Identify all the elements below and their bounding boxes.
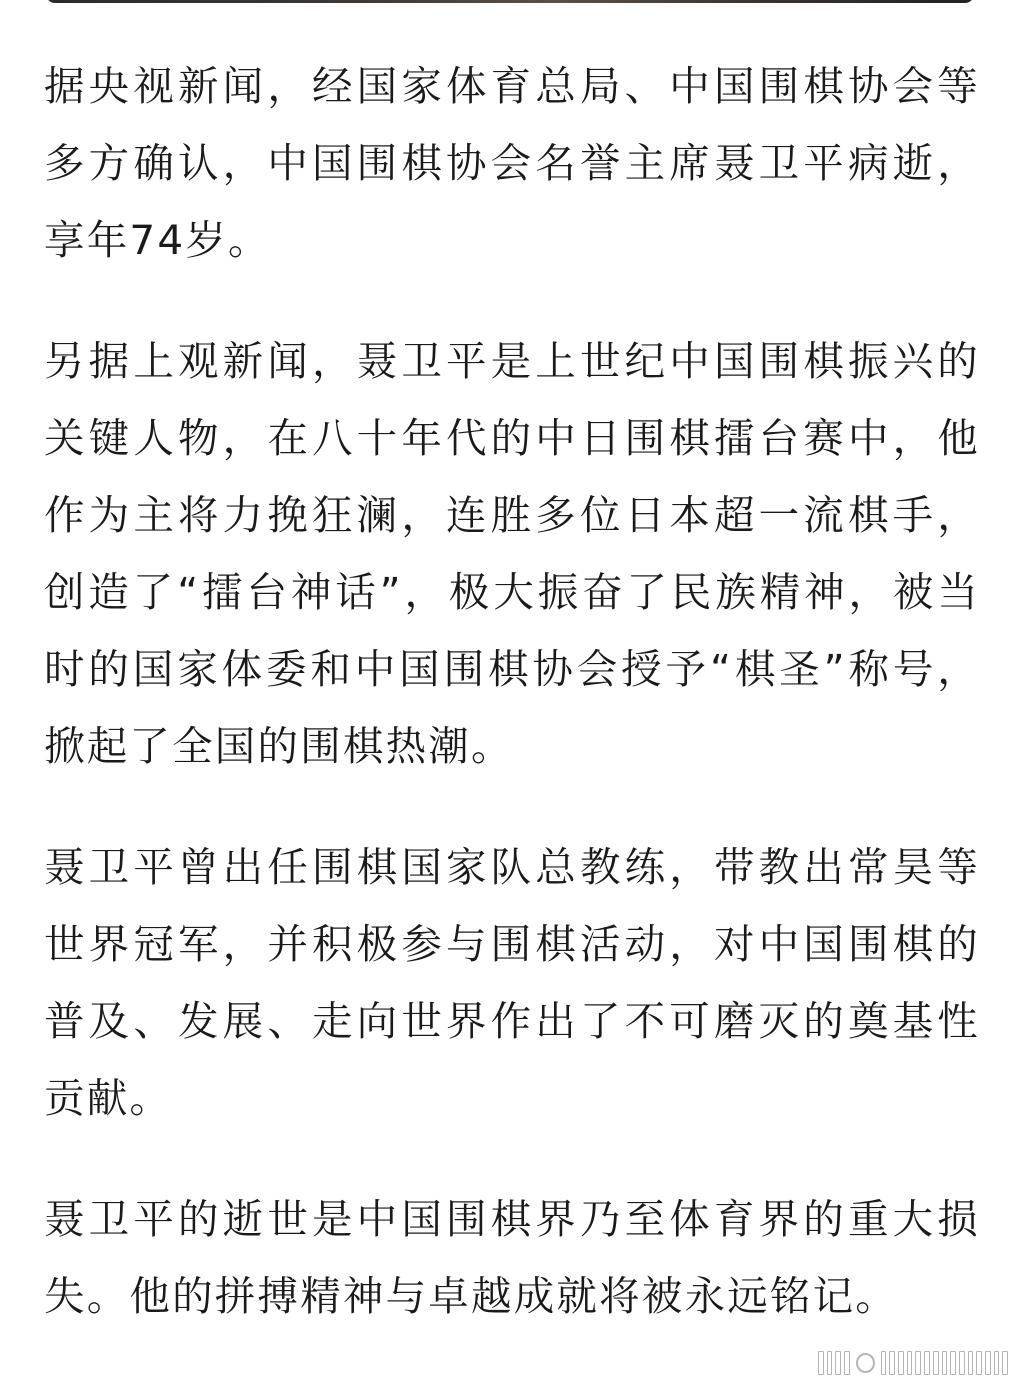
paragraph-3: 聂卫平曾出任围棋国家队总教练，带教出常昊等世界冠军，并积极参与围棋活动，对中国围棋的普及、发展、走向世界作出了不可磨灭的奠基性贡献。 xyxy=(44,843,980,1122)
paragraph-4: 聂卫平的逝世是中国围棋界乃至体育界的重大损失。他的拼搏精神与卓越成就将被永远铭记。 xyxy=(44,1195,980,1320)
article-image-edge[interactable] xyxy=(46,0,974,3)
paragraph-2: 另据上观新闻，聂卫平是上世纪中国围棋振兴的关键人物，在八十年代的中日围棋擂台赛中，他作为主将力挽狂澜，连胜多位日本超一流棋手，创造了“擂台神话”，极大振奋了民族精神，被当时的国家体委和中国围棋协会授予“棋圣”称号，掀起了全国的围棋热潮。 xyxy=(44,337,980,770)
paragraph-1: 据央视新闻，经国家体育总局、中国围棋协会等多方确认，中国围棋协会名誉主席聂卫平病逝，享年74岁。 xyxy=(44,62,980,264)
article-body xyxy=(44,48,980,1335)
weibo-watermark-icon xyxy=(818,1350,1008,1376)
